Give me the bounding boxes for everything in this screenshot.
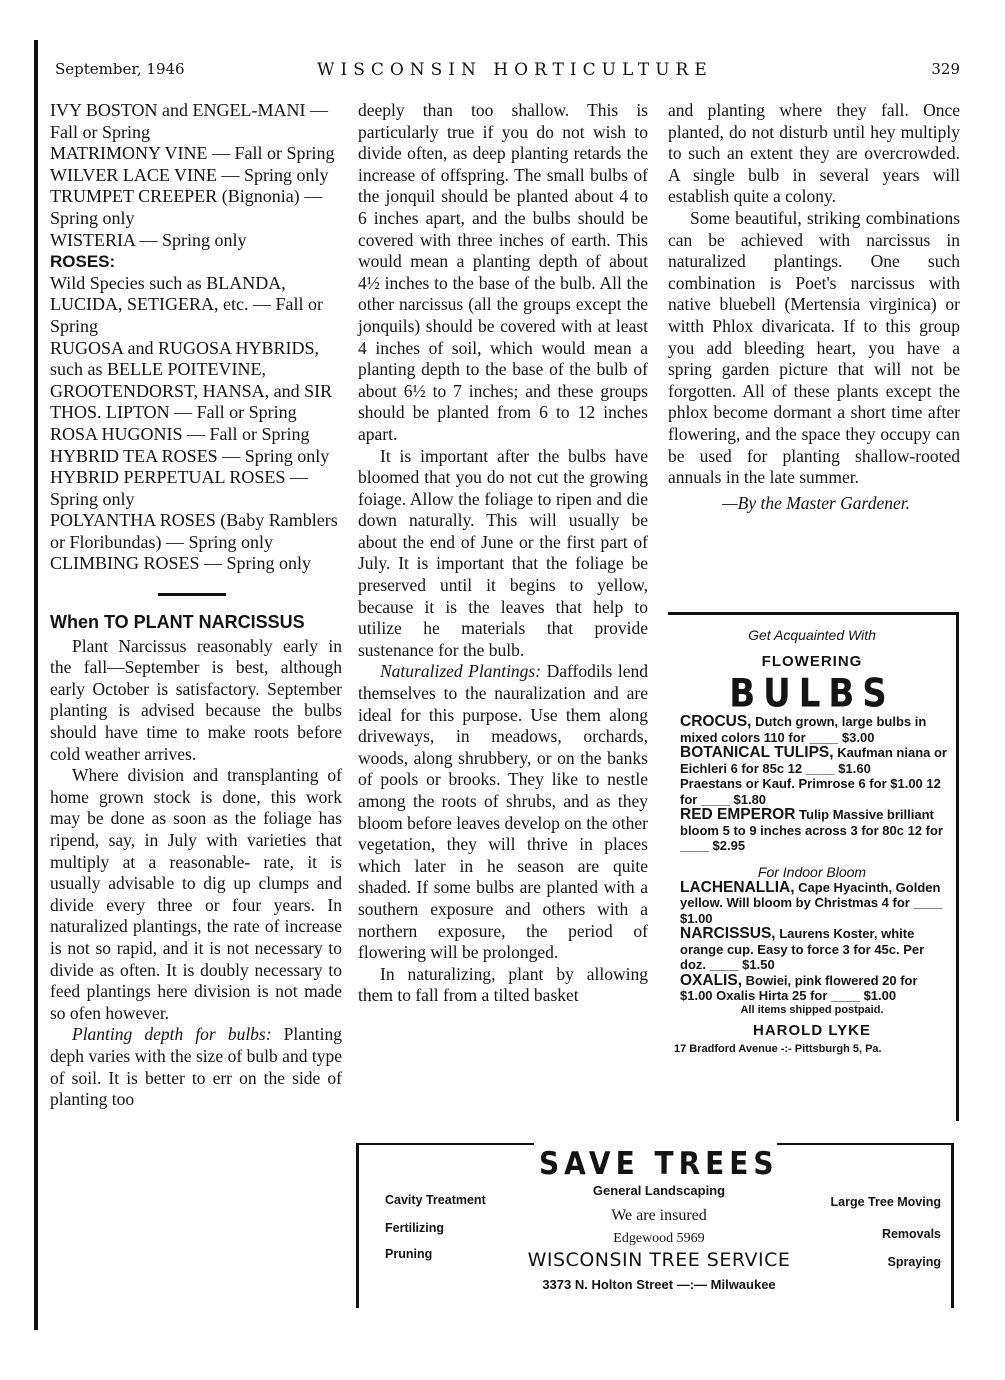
roses-heading: ROSES: bbox=[50, 252, 116, 272]
paragraph: deeply than too shallow. This is particularly true if you do not wish to divide often, as deep planting retards the increase of offspring. The small bulbs of the jonquil should be planted about 4 to 6 inches apart, and the bulbs should be covered with three inches of earth. This would mean a planting depth of about 4½ inches to the base of the bulb. All the other narcissus (all the groups except the jonquils) should be covered with at least 4 inches of soil, which would mean a planting depth to the base of the bulb of about 6½ to 7 inches; and these groups should be planted from 6 to 12 inches apart. bbox=[358, 100, 648, 444]
ad-border-line bbox=[359, 1143, 534, 1145]
offer-title: CROCUS, bbox=[680, 713, 752, 730]
section-heading: When TO PLANT NARCISSUS bbox=[50, 612, 305, 633]
offer-description: Praestans or Kauf. Primrose 6 for $1.00 12 for bbox=[680, 776, 941, 807]
byline: —By the Master Gardener. bbox=[722, 492, 910, 513]
service-item: Pruning bbox=[385, 1247, 433, 1261]
paragraph: Some beautiful, striking combinations can be achieved with narcissus in naturalized plantings. One such combination is Poet's narcissus with native bluebell (Mertensia virginica) or witth Phlox divaricata. If to this group you add bleeding heart, you have a spring garden picture that will not be forgotten. All of these plants except the phlox become dormant a short time after flowering, and the space they occupy can be used for planting shallow-rooted annuals in the late summer. bbox=[668, 207, 960, 488]
paragraph bbox=[358, 661, 648, 963]
plant-season: Spring only bbox=[162, 229, 247, 250]
rose-name: POLYANTHA ROSES (Baby Ramblers or Floribundas) bbox=[50, 510, 338, 552]
offer-price: $1.80 bbox=[733, 791, 767, 807]
ad-headline: SAVE TREES bbox=[539, 1145, 779, 1182]
column-2 bbox=[358, 100, 648, 1007]
rose-entry: HYBRID PERPETUAL ROSES — Spring only bbox=[50, 467, 308, 509]
offer-item: Praestans or Kauf. Primrose 6 for $1.00 12 for ____ $1.80 bbox=[680, 776, 941, 807]
page-number: 329 bbox=[931, 60, 960, 78]
bulbs-advertisement bbox=[668, 612, 959, 1121]
offer-description: Laurens Koster, white orange cup. Easy to force 3 for 45c. Per doz. bbox=[680, 926, 925, 972]
offer-item: CROCUS, Dutch grown, large bulbs in mixed colors 110 for ____ $3.00 bbox=[680, 713, 927, 745]
plant-list bbox=[50, 100, 342, 251]
ad-heading: FLOWERING bbox=[761, 653, 863, 670]
rose-name: HYBRID PERPETUAL ROSES bbox=[50, 467, 286, 488]
offer-item: OXALIS, Bowiei, pink flowered 20 for $1.00 Oxalis Hirta 25 for ____ $1.00 bbox=[680, 971, 918, 1003]
paragraph: In naturalizing, plant by allowing them to fall from a tilted basket bbox=[358, 963, 648, 1006]
offer-description: Tulip Massive brilliant bloom 5 to 9 inches across 3 for 80c 12 for bbox=[680, 807, 943, 838]
offer-list bbox=[668, 714, 956, 854]
offer-title: RED EMPEROR bbox=[680, 806, 796, 823]
rose-season: Fall or Spring bbox=[196, 402, 297, 423]
shipping-note: All items shipped postpaid. bbox=[740, 1003, 884, 1016]
offer-description: Dutch grown, large bulbs in mixed colors 110 for bbox=[680, 714, 927, 745]
rose-season: Fall or Spring bbox=[209, 423, 310, 444]
plant-name: TRUMPET CREEPER (Bignonia) bbox=[50, 186, 300, 207]
plant-season: Fall or Spring bbox=[234, 143, 335, 164]
service-item: Large Tree Moving bbox=[830, 1195, 941, 1209]
rose-entry: POLYANTHA ROSES (Baby Ramblers or Floribundas) — Spring only bbox=[50, 510, 338, 552]
offer-description: Bowiei, pink flowered 20 for $1.00 Oxalis Hirta 25 for bbox=[680, 972, 918, 1003]
rose-name: Wild Species such as BLANDA, LUCIDA, SETIGERA, etc. bbox=[50, 272, 286, 315]
offer-title: BOTANICAL TULIPS, bbox=[680, 744, 834, 761]
plant-entry: MATRIMONY VINE — Fall or Spring bbox=[50, 143, 335, 164]
plant-season: Spring only bbox=[50, 207, 135, 228]
paragraph: Plant Narcissus reasonably early in the fall—September is best, although early October is satisfactory. September planting is advised because the bulbs should have time to make roots before cold weather arrives. bbox=[50, 635, 342, 764]
service-item: Cavity Treatment bbox=[385, 1193, 486, 1207]
ad-subtitle: General Landscaping bbox=[592, 1183, 726, 1198]
paragraph bbox=[50, 1024, 342, 1110]
offer-item: LACHENALLIA, Cape Hyacinth, Golden yellow. Will bloom by Christmas 4 for ____ $1.00 bbox=[680, 878, 943, 926]
service-item: Fertilizing bbox=[385, 1221, 445, 1235]
company-address: 3373 N. Holton Street —:— Milwaukee bbox=[542, 1277, 776, 1292]
tree-service-advertisement bbox=[356, 1143, 954, 1308]
rose-entry: HYBRID TEA ROSES — Spring only bbox=[50, 445, 330, 466]
rose-entry: RUGOSA and RUGOSA HYBRIDS, such as BELLE POITEVINE, GROOTENDORST, HANSA, and SIR THOS. LIPTON — Fall or Spring bbox=[50, 337, 333, 423]
service-item: Spraying bbox=[887, 1255, 941, 1269]
rose-name: CLIMBING ROSES bbox=[50, 553, 200, 574]
indoor-heading: For Indoor Bloom bbox=[757, 863, 867, 880]
plant-entry: WISTERIA — Spring only bbox=[50, 229, 247, 250]
rose-entry: Wild Species such as BLANDA, LUCIDA, SETIGERA, etc. — Fall or Spring bbox=[50, 272, 323, 336]
offer-price: $2.95 bbox=[712, 838, 746, 853]
rose-season: Spring only bbox=[188, 531, 274, 552]
section-divider bbox=[158, 593, 226, 596]
offer-title: OXALIS, bbox=[680, 971, 743, 989]
paragraph: Where division and transplanting of home grown stock is done, this work may be done as soon as the foliage has ripend, say, in July with varieties that multiply at a reasonable- rate, it is usually advisable to dig up clumps and divide every three or four years. In naturalized plantings, the rate of increase is not so rapid, and it is not necessary to divide as often. It is doubly necessary to feed plantings here division is not made so ofen however. bbox=[50, 765, 342, 1023]
offer-price: $1.00 bbox=[680, 910, 713, 926]
rose-name: RUGOSA and RUGOSA HYBRIDS, such as BELLE POITEVINE, GROOTENDORST, HANSA, and SIR THOS. LIPTON bbox=[50, 337, 333, 423]
ad-tagline: Get Acquainted With bbox=[748, 627, 876, 643]
indoor-offer-list bbox=[668, 880, 956, 1004]
rose-name: ROSA HUGONIS bbox=[50, 423, 183, 444]
offer-title: NARCISSUS, bbox=[680, 925, 776, 942]
rose-season: Spring only bbox=[50, 488, 135, 509]
rose-entry: CLIMBING ROSES — Spring only bbox=[50, 553, 312, 574]
paragraph-text: Daffodils lend themselves to the nauralization and are ideal for this purpose. Use them along driveways, in meadows, orchards, woods, along shrubbery, or on the banks of pools or brooks. They like to nestle among the roots of shrubs, and as they bloom before leaves develop on the other vegetation, they will thrive in places which later in he season are quite shaded. If some bulbs are planted with a southern exposure and others with a northern exposure, the period of flowering will be prolonged. bbox=[358, 661, 649, 963]
rose-season: Fall or Spring bbox=[50, 294, 323, 336]
publication-title: WISCONSIN HORTICULTURE bbox=[317, 60, 713, 80]
rose-season: Spring only bbox=[244, 445, 330, 466]
offer-price: $1.50 bbox=[742, 957, 775, 972]
plant-name: WILVER LACE VINE bbox=[50, 164, 217, 185]
offer-description: Kaufman niana or Eichleri 6 for 85c 12 bbox=[680, 745, 947, 776]
plant-name: IVY BOSTON and ENGEL-MANI bbox=[50, 100, 306, 120]
plant-entry: IVY BOSTON and ENGEL-MANI — Fall or Spring bbox=[50, 100, 328, 142]
run-in-heading: Naturalized Plantings: bbox=[380, 661, 542, 682]
offer-title: LACHENALLIA, bbox=[680, 878, 795, 896]
offer-price: $3.00 bbox=[841, 729, 875, 745]
offer-description: Cape Hyacinth, Golden yellow. Will bloom by Christmas 4 for bbox=[680, 879, 941, 910]
seller-name: HAROLD LYKE bbox=[753, 1021, 871, 1039]
plant-season: Spring only bbox=[243, 164, 329, 185]
column-1 bbox=[50, 100, 342, 1111]
offer-item: BOTANICAL TULIPS, Kaufman niana or Eichleri 6 for 85c 12 ____ $1.60 bbox=[680, 744, 947, 776]
plant-name: MATRIMONY VINE bbox=[50, 143, 208, 164]
plant-season: Fall or Spring bbox=[50, 121, 151, 142]
left-margin-rule bbox=[34, 40, 38, 1330]
paragraph: It is important after the bulbs have bloomed that you do not cut the growing foiage. Allow the foliage to ripen and die down naturally. This will usually be about the end of June or the first part of July. It is important that the foliage be preserved until it begins to yellow, because it is the leaves that help to utilize he materials that provide sustenance for the bulb. bbox=[358, 445, 648, 660]
plant-name: WISTERIA bbox=[50, 229, 135, 250]
plant-entry: TRUMPET CREEPER (Bignonia) — Spring only bbox=[50, 186, 323, 228]
column-3 bbox=[668, 100, 960, 514]
company-name: WISCONSIN TREE SERVICE bbox=[527, 1249, 791, 1271]
rose-entry: ROSA HUGONIS — Fall or Spring bbox=[50, 423, 310, 444]
paragraph-text: Planting deph varies with the size of bulb and type of soil. It is better to err on the side of planting too bbox=[50, 1024, 343, 1110]
ad-border-line bbox=[777, 1143, 951, 1145]
offer-item: RED EMPEROR Tulip Massive brilliant bloom 5 to 9 inches across 3 for 80c 12 for ____ $2.95 bbox=[680, 806, 943, 853]
run-in-heading: Planting depth for bulbs: bbox=[72, 1024, 272, 1045]
issue-date: September, 1946 bbox=[55, 60, 185, 78]
roses-list bbox=[50, 273, 342, 575]
phone-number: Edgewood 5969 bbox=[613, 1231, 705, 1246]
insured-note: We are insured bbox=[611, 1207, 707, 1224]
ad-headline: BULBS bbox=[729, 671, 895, 717]
offer-price: $1.60 bbox=[838, 760, 871, 776]
offer-price: $1.00 bbox=[863, 988, 897, 1003]
rose-name: HYBRID TEA ROSES bbox=[50, 445, 218, 466]
plant-entry: WILVER LACE VINE — Spring only bbox=[50, 164, 329, 185]
rose-season: Spring only bbox=[226, 553, 312, 574]
seller-address: 17 Bradford Avenue -:- Pittsburgh 5, Pa. bbox=[674, 1042, 882, 1055]
service-item: Removals bbox=[881, 1227, 941, 1241]
offer-item: NARCISSUS, Laurens Koster, white orange cup. Easy to force 3 for 45c. Per doz. ____ $1.50 bbox=[680, 925, 925, 972]
paragraph: and planting where they fall. Once planted, do not disturb until hey multiply to such an extent they are overcrowded. A single bulb in several years will establish quite a colony. bbox=[668, 100, 960, 207]
page-header bbox=[55, 60, 960, 90]
